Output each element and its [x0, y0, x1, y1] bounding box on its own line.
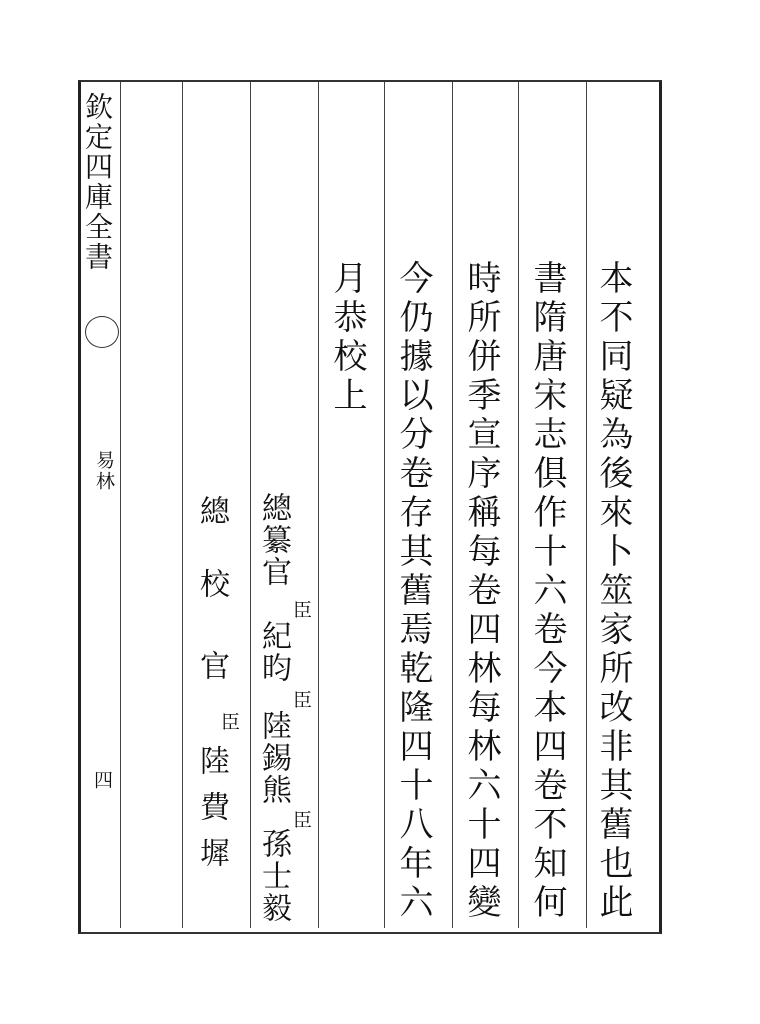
column-rule [182, 82, 183, 928]
proofreader-name: 陸費墀 [194, 745, 229, 883]
proofreader-label-3: 官 [194, 650, 229, 682]
column-rule [384, 82, 385, 928]
text-column-4: 今仍據以分卷存其舊焉乾隆四十八年六 [393, 260, 433, 923]
compiler-1: 紀昀 [256, 620, 291, 684]
text-column-1: 本不同疑為後來卜筮家所改非其舊也此 [593, 260, 633, 923]
column-rule [318, 82, 319, 928]
text-column-5: 月恭校上 [327, 260, 367, 416]
column-rule [586, 82, 587, 928]
margin-title: 欽定四庫全書 [81, 92, 114, 272]
text-column-2: 書隋唐宋志俱作十六卷今本四卷不知何 [527, 260, 567, 923]
column-rule [452, 82, 453, 928]
margin-book-title: 易林 [93, 450, 115, 492]
column-rule [250, 82, 251, 928]
column-rule [518, 82, 519, 928]
page-frame [78, 80, 662, 934]
margin-page-number: 四 [91, 770, 113, 791]
minister-mark: 臣 [290, 600, 312, 619]
proofreader-label-2: 校 [194, 568, 229, 600]
fish-tail-mark [85, 316, 119, 348]
minister-mark: 臣 [290, 810, 312, 829]
column-rule [120, 82, 121, 928]
minister-mark: 臣 [218, 712, 240, 731]
compiler-3: 孫士毅 [256, 828, 291, 924]
compilers-label: 總纂官 [256, 492, 291, 588]
proofreader-label-1: 總 [194, 495, 229, 527]
minister-mark: 臣 [290, 690, 312, 709]
text-column-3: 時所併季宣序稱每卷四林每林六十四變 [461, 260, 501, 923]
compiler-2: 陸錫熊 [256, 710, 291, 806]
